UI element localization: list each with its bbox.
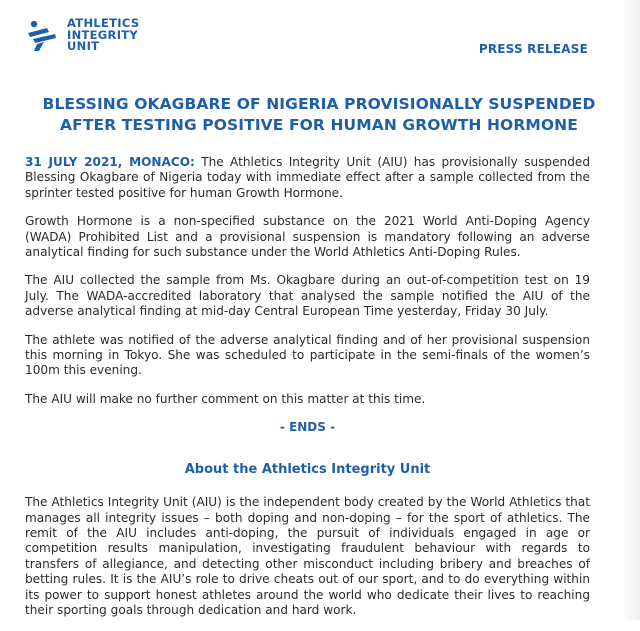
about-heading: About the Athletics Integrity Unit [184, 461, 431, 477]
headline-line-2: AFTER TESTING POSITIVE FOR HUMAN GROWTH HORMONE [60, 116, 578, 134]
ends-marker: - ENDS - [279, 420, 336, 435]
article-body [25, 155, 590, 631]
logo-line-1: ATHLETICS [67, 16, 140, 30]
paragraph-5: The AIU will make no further comment on this matter at this time. [25, 391, 426, 406]
about-paragraph: The Athletics Integrity Unit (AIU) is the independent body created by the World Athletics that manages all integrity issues – both doping and non-doping – for the sport of athletics. The remit of the AIU includes anti-doping, the pursuit of individuals engaged in age or competition results manipulation, investigating fraudulent behaviour with regards to transfers of allegiance, and detecting other misconduct including bribery and breaches of betting rules. It is the AIU’s role to drive cheats out of our sport, and to do everything within its power to support honest athletes around the world who dedicate their lives to reaching their sporting goals through dedication and hard work. [25, 495, 590, 617]
headline [24, 94, 614, 136]
headline-line-1: BLESSING OKAGBARE OF NIGERIA PROVISIONALLY SUSPENDED [42, 95, 596, 113]
paragraph-1 [25, 155, 590, 201]
logo-line-2: INTEGRITY [67, 27, 139, 42]
paragraph-3: The AIU collected the sample from Ms. Okagbare during an out-of-competition test on 19 July. The WADA-accredited laboratory that analysed the sample notified the AIU of the adverse analytical finding at mid-day Central European Time yesterday, Friday 30 July. [25, 273, 590, 319]
paragraph-2: Growth Hormone is a non-specified substance on the 2021 World Anti-Doping Agency (WADA) Prohibited List and a provisional suspension is mandatory following an adverse analytical finding for such substance under the World Athletics Anti-Doping Rules. [25, 214, 590, 260]
logo-wordmark [67, 18, 139, 53]
paragraph-4: The athlete was notified of the adverse analytical finding and of her provisional suspension this morning in Tokyo. She was scheduled to participate in the semi-finals of the women’s 100m this evening. [25, 332, 590, 378]
press-release-label: PRESS RELEASE [478, 42, 588, 56]
paragraph-1-text: The Athletics Integrity Unit (AIU) has provisionally suspended Blessing Okagbare of Nigeria today with immediate effect after a sample collected from the sprinter tested positive for human Growth Hormone. [25, 155, 590, 200]
aiu-runner-logo-icon [25, 18, 59, 52]
dateline: 31 JULY 2021, MONACO: [25, 155, 195, 169]
logo-line-3: UNIT [67, 39, 100, 53]
page-edge-shadow [622, 0, 640, 620]
aiu-logo [25, 18, 139, 53]
